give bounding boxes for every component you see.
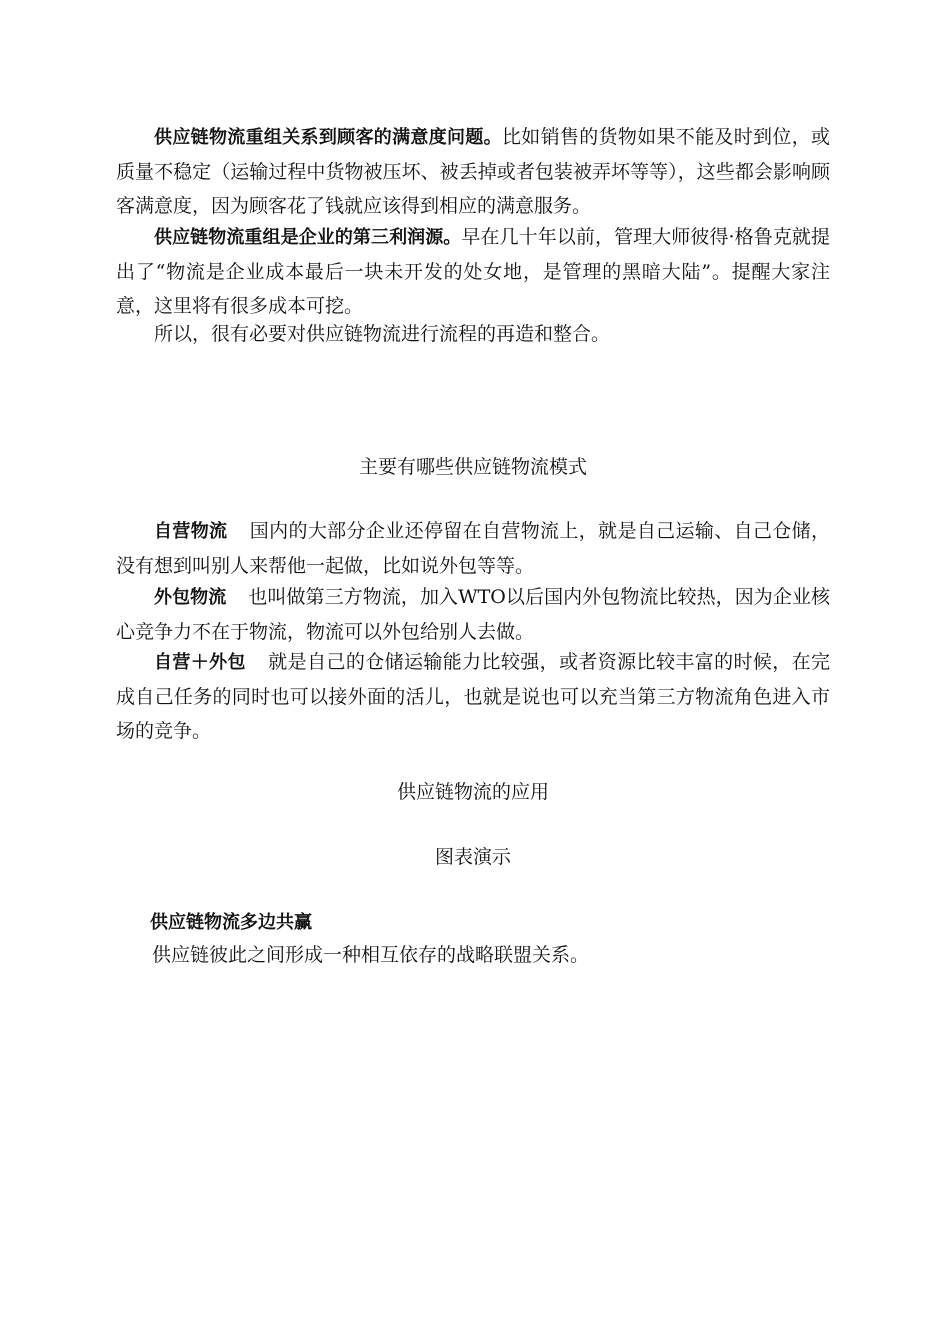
bold-title-win-win: 供应链物流多边共赢	[150, 912, 312, 933]
paragraph-lead-bold: 供应链物流重组是企业的第三利润源。	[154, 227, 462, 248]
paragraph-satisfaction	[116, 120, 830, 223]
paragraph-alliance: 供应链彼此之间形成一种相互依存的战略联盟关系。	[152, 944, 590, 966]
section-subheading-chart-demo: 图表演示	[434, 846, 511, 868]
section-heading-application: 供应链物流的应用	[396, 781, 549, 803]
mode-item-outsource	[116, 580, 830, 649]
mode-item-self	[116, 514, 830, 583]
paragraph-body: 早在几十年以前，管理大师彼得·格鲁克就提出了“物流是企业成本最后一块未开发的处女地，是管理的黑暗大陆”。提醒大家注意，这里将有很多成本可挖。	[116, 226, 831, 317]
mode-term: 自营物流	[154, 521, 228, 542]
mode-desc: 也叫做第三方物流，加入WTO以后国内外包物流比较热，因为企业核心竞争力不在于物流，物流可以外包给别人去做。	[116, 586, 831, 643]
paragraph-conclusion	[116, 317, 830, 351]
paragraph-third-profit	[116, 220, 830, 323]
mode-term: 外包物流	[154, 587, 227, 608]
mode-desc: 就是自己的仓储运输能力比较强，或者资源比较丰富的时候，在完成自己任务的同时也可以接外面的活儿，也就是说也可以充当第三方物流角色进入市场的竞争。	[116, 651, 830, 742]
mode-desc: 国内的大部分企业还停留在自营物流上，就是自己运输、自己仓储，没有想到叫别人来帮他一起做，比如说外包等等。	[116, 520, 830, 577]
mode-item-hybrid	[116, 645, 830, 748]
paragraph-lead-bold: 供应链物流重组关系到顾客的满意度问题。	[154, 127, 502, 148]
paragraph-body: 比如销售的货物如果不能及时到位，或质量不稳定（运输过程中货物被压坏、被丢掉或者包装被弄坏等等），这些都会影响顾客满意度，因为顾客花了钱就应该得到相应的满意服务。	[116, 126, 830, 217]
section-heading-modes: 主要有哪些供应链物流模式	[358, 456, 587, 478]
mode-term: 自营＋外包	[154, 652, 246, 673]
paragraph-body: 所以，很有必要对供应链物流进行流程的再造和整合。	[154, 323, 611, 345]
